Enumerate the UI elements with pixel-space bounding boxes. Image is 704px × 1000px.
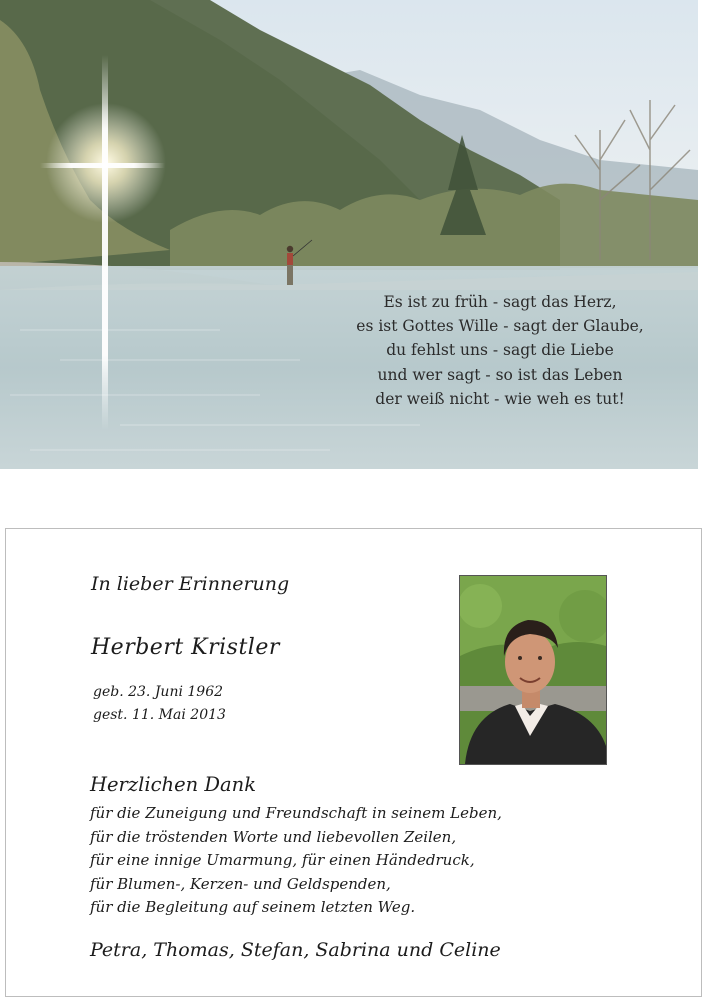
portrait-illustration — [460, 576, 606, 764]
poem-line: Es ist zu früh - sagt das Herz, — [383, 293, 617, 311]
memorial-heading: In lieber Erinnerung — [91, 573, 290, 595]
thanks-line: für die Begleitung auf seinem letzten Weg. — [90, 898, 416, 916]
life-dates — [93, 681, 226, 727]
thanks-title: Herzlichen Dank — [90, 773, 257, 796]
portrait-photo — [459, 575, 607, 765]
poem — [330, 290, 670, 411]
landscape-image — [0, 0, 698, 469]
poem-line: es ist Gottes Wille - sagt der Glaube, — [356, 317, 644, 336]
thanks-line: für eine innige Umarmung, für einen Händedruck, — [90, 851, 475, 869]
memorial-card — [5, 528, 702, 997]
thanks-line: für die Zuneigung und Freundschaft in seinem Leben, — [90, 804, 502, 822]
poem-line: und wer sagt - so ist das Leben — [377, 365, 623, 384]
thanks-line: für die tröstenden Worte und liebevollen Zeilen, — [90, 827, 457, 846]
death-date: gest. 11. Mai 2013 — [93, 707, 226, 723]
birth-date: geb. 23. Juni 1962 — [93, 684, 224, 700]
deceased-name: Herbert Kristler — [91, 635, 280, 660]
poem-line: der weiß nicht - wie weh es tut! — [375, 389, 625, 408]
thanks-text — [90, 802, 502, 920]
family-signature: Petra, Thomas, Stefan, Sabrina und Celine — [90, 939, 501, 961]
thanks-line: für Blumen-, Kerzen- und Geldspenden, — [90, 874, 391, 893]
poem-line: du fehlst uns - sagt die Liebe — [386, 341, 614, 360]
